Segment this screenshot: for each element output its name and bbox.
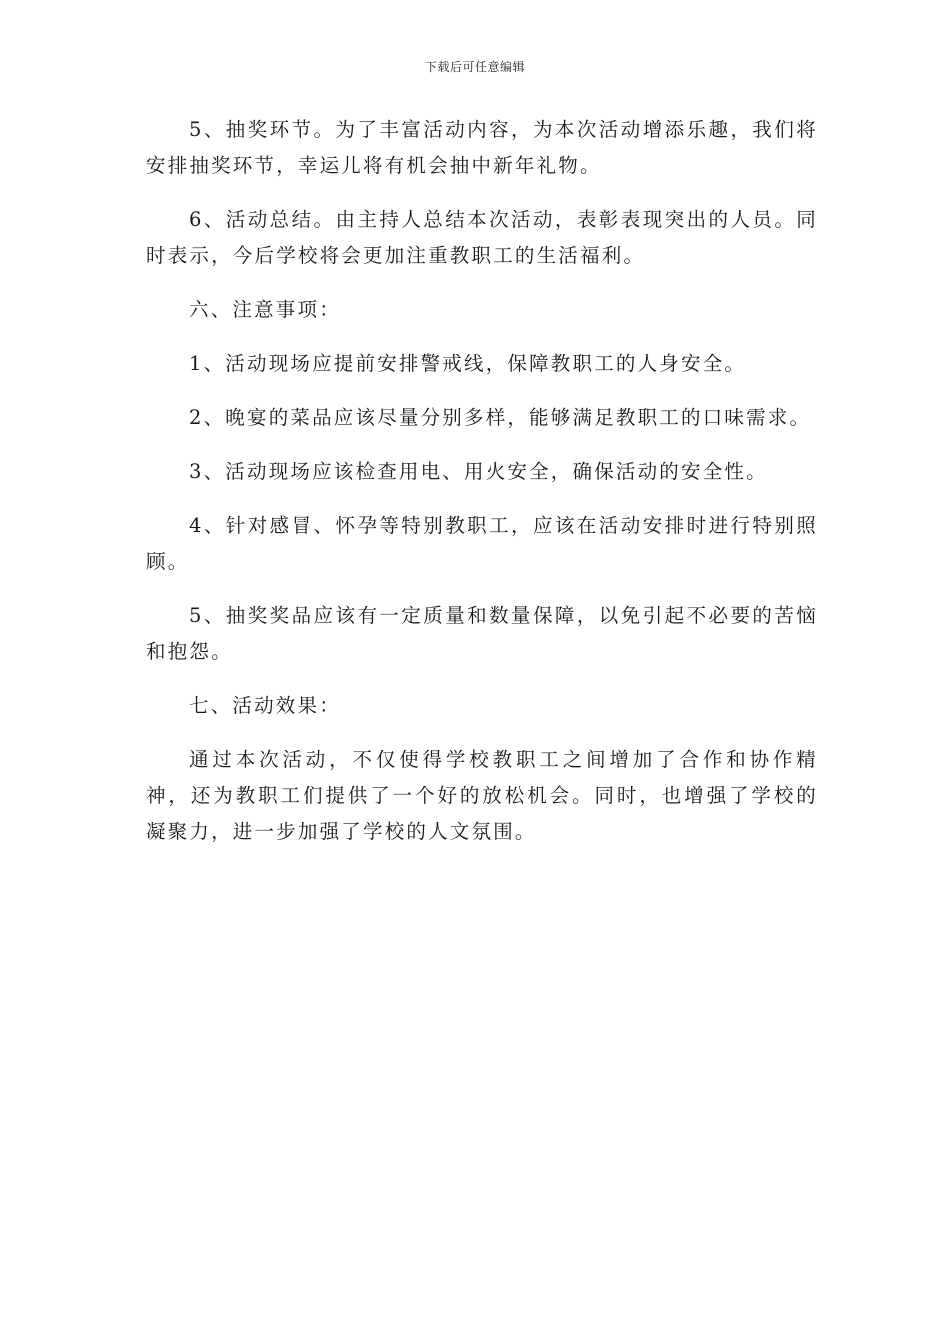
precaution-item-4: 4、针对感冒、怀孕等特别教职工，应该在活动安排时进行特别照顾。 xyxy=(146,514,818,573)
header-note: 下载后可任意编辑 xyxy=(424,60,525,74)
paragraph-summary: 6、活动总结。由主持人总结本次活动，表彰表现突出的人员。同时表示，今后学校将会更加注重教职工的生活福利。 xyxy=(146,208,818,267)
heading-precautions: 六、注意事项： xyxy=(189,298,341,321)
precaution-item-2: 2、晚宴的菜品应该尽量分别多样，能够满足教职工的口味需求。 xyxy=(189,406,812,429)
precaution-item-1: 1、活动现场应提前安排警戒线，保障教职工的人身安全。 xyxy=(189,352,747,375)
paragraph-effects: 通过本次活动，不仅使得学校教职工之间增加了合作和协作精神，还为教职工们提供了一个好的放松机会。同时，也增强了学校的凝聚力，进一步加强了学校的人文氛围。 xyxy=(146,748,818,843)
paragraph-lottery: 5、抽奖环节。为了丰富活动内容，为本次活动增添乐趣，我们将安排抽奖环节，幸运儿将有机会抽中新年礼物。 xyxy=(146,118,818,177)
heading-effects: 七、活动效果： xyxy=(189,694,341,717)
document-body xyxy=(146,112,818,868)
precaution-item-3: 3、活动现场应该检查用电、用火安全，确保活动的安全性。 xyxy=(189,460,768,483)
precaution-item-5: 5、抽奖奖品应该有一定质量和数量保障，以免引起不必要的苦恼和抱怨。 xyxy=(146,604,818,663)
